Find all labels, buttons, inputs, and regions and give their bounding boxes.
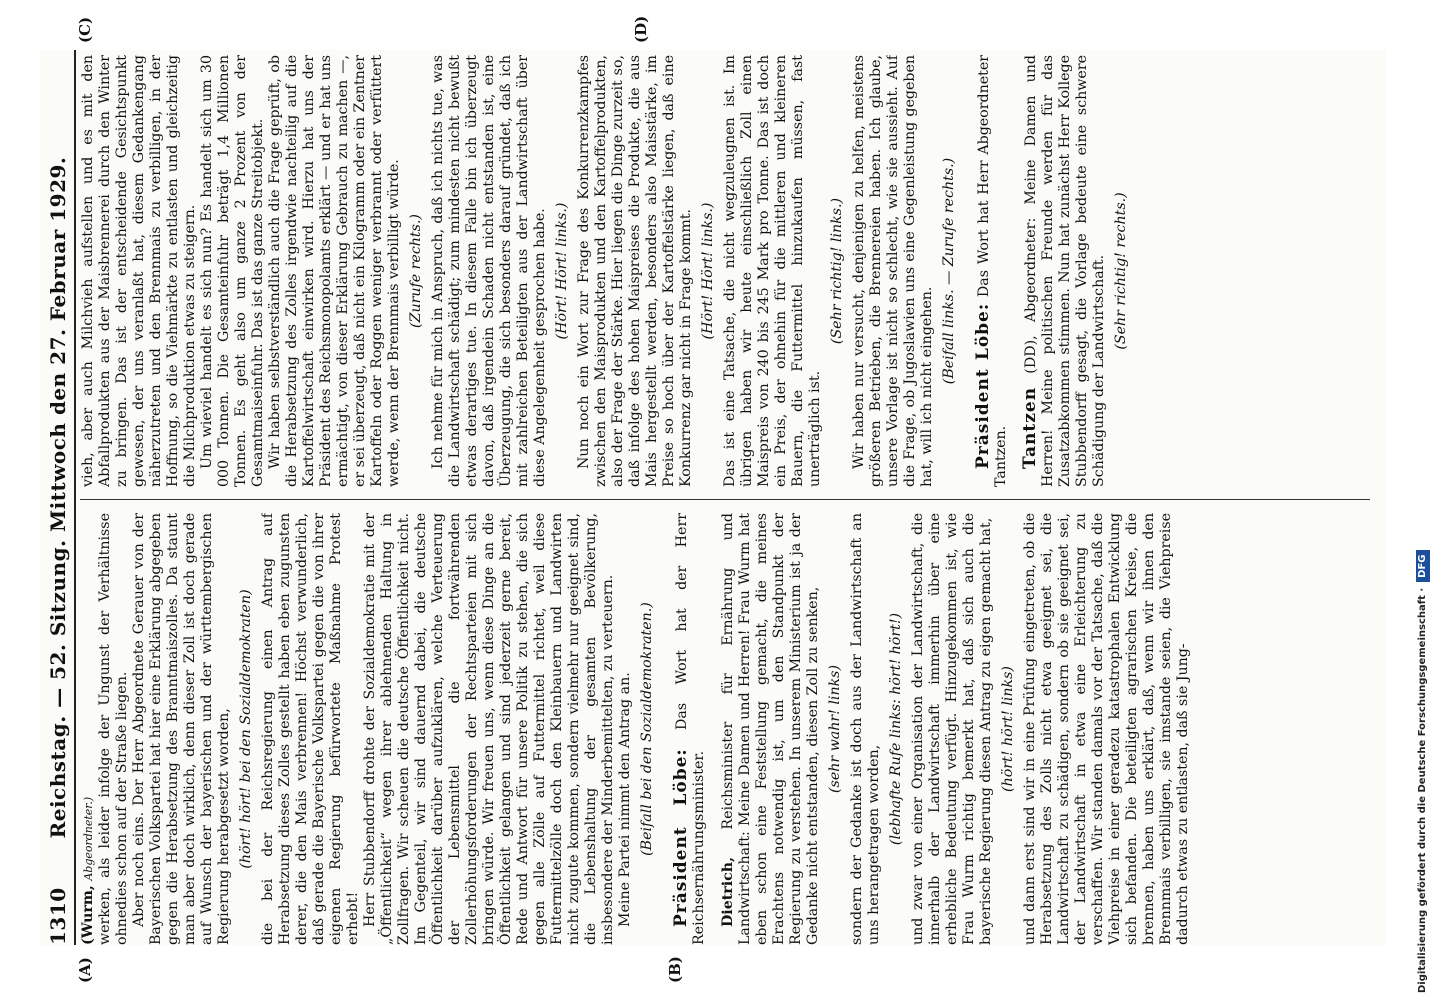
digitization-sidebar: [1412, 0, 1434, 1000]
speaker-heading: [720, 513, 822, 945]
interjection: (sehr wahr! links): [827, 665, 843, 793]
president-name: Präsident Löbe:: [671, 748, 691, 927]
dfg-logo: DFG: [1416, 551, 1430, 582]
paragraph: Aber noch eins. Der Herr Abgeordnete Gerauer von der Bayerischen Volkspartei hat hier eine Erklärung abgegeben gegen die Herabsetzung des Branntmaiszolles. Da staunt man aber doch wirklich, denn dieser Zoll ist doch gerade auf Wunsch der bayerischen und der württembergischen Regierung herabgesetzt worden,: [131, 513, 232, 945]
paragraph: Meine Damen und Herren! Frau Wurm hat eben schon eine Feststellung gemacht, die meines Erachtens notwendig ist, um den Standpunkt der Regierung zu verstehen. In unserem Ministerium ist ja der Gedanke nicht entstanden, diesen Zoll zu senken,: [737, 513, 821, 945]
speaker-name: (Wurm,: [80, 885, 96, 945]
paragraph: Um wieviel handelt es sich nun? Es handelt sich um 30 000 Tonnen. Die Gesamteinfuhr beträgt 1,4 Millionen Tonnen. Es geht also um ganze 2 Prozent von der Gesamtmaiseinfuhr. Das ist das ganze Streitobjekt.: [199, 55, 266, 487]
interjection: (Zurufe rechts.): [408, 214, 424, 328]
margin-letter-b: (B): [666, 956, 684, 983]
speaker-name: Dietrich,: [720, 856, 736, 927]
paragraph: Herr Stubbendorff drohte der Sozialdemokratie mit der „Öffentlichkeit“ wegen ihrer ablehnenden Haltung in Zollfragen. Wir scheuen die deutsche Öffentlichkeit nicht. Im Gegenteil, wir sind dauernd dabei, die deutsche Öffentlichkeit darüber aufzuklären, welche Verteuerung der Lebensmittel die fortwährenden Zollerhöhungsforderungen der Rechtsparteien mit sich bringen würde. Wir freuen uns, wenn diese Dinge an die Öffentlichkeit gelangen und sind jederzeit gerne bereit, Rede und Antwort für unsere Politik zu stehen, die sich gegen alle Zölle auf Futtermittel richtet, weil diese Futtermittelzölle doch den Kleinbauern und Landwirten nicht zugute kommen, sondern vielmehr nur geeignet sind, die Lebenshaltung der gesamten Bevölkerung, insbesondere der Minderbemittelten, zu verteuern.: [362, 513, 616, 945]
interjection: (Sehr richtig! links.): [829, 197, 845, 345]
interjection: (Hört! Hört! links.): [554, 202, 570, 340]
paragraph: Meine Partei nimmt den Antrag an.: [617, 672, 633, 927]
paragraph: vieh, aber auch Milchvieh aufstellen und es mit den Abfallprodukten aus der Maisbrennerei durch den Winter zu bringen. Das ist der entscheidende Gesichtspunkt gewesen, der uns veranlaßt hat, diesem Gedankengang näherzutreten und den Brennmais zu verbilligen, in der Hoffnung, so die Viehmärkte zu entlasten und gleichzeitig die Milchproduktion etwas zu steigern.: [80, 55, 198, 487]
paragraph: und zwar von einer Organisation der Landwirtschaft, die innerhalb der Landwirtschaft immerhin über eine erhebliche Bedeutung verfügt. Hinzugekommen ist, wie Frau Wurm richtig bemerkt hat, daß sich auch die bayerische Regierung diesen Antrag zu eigen gemacht hat,: [910, 513, 994, 945]
running-title: Reichstag. — 52. Sitzung. Mittwoch den 27. Februar 1929.: [46, 156, 70, 839]
paragraph: Das ist eine Tatsache, die nicht wegzuleugnen ist. Im übrigen haben wir heute einschließlich Zoll einen Maispreis von 240 bis 245 Mark pro Tonne. Das ist doch ein Preis, der ohnehin für die mittleren und kleineren Bauern, die Futtermittel hinzukaufen müssen, fast unerträglich ist.: [722, 55, 823, 487]
margin-letter-d: (D): [632, 15, 650, 43]
header-rule: [74, 50, 76, 945]
speaker-role: Abgeordneter.): [82, 796, 95, 881]
paragraph: Wir haben selbstverständlich auch die Frage geprüft, ob die Herabsetzung des Zolles irgendwie nachteilig auf die Kartoffelwirtschaft einwirken wird. Hierzu hat uns der Präsident des Reichsmonopolamts erklärt — und er hat uns ermächtigt, von dieser Erklärung Gebrauch zu machen —, er sei überzeugt, daß nicht ein Kilogramm oder ein Zentner Kartoffeln oder Roggen weniger verbrannt oder verfüttert werde, wenn der Brennmais verbilligt würde.: [267, 55, 402, 487]
page-header: [40, 50, 74, 945]
paragraph: und dann erst sind wir in eine Prüfung eingetreten, ob die Herabsetzung des Zolls nicht etwa geeignet sei, die Landwirtschaft zu schädigen, sondern ob sie geeignet sei, der Landwirtschaft in etwa eine Erleichterung zu verschaffen. Wir standen damals vor der Tatsache, daß die Viehpreise in einer geradezu katastrophalen Entwicklung sich befanden. Die beteiligten agrarischen Kreise, die brennen, haben uns erklärt, daß, wenn wir ihnen den Brennmais verbilligen, sie imstande seien, die Viehpreise dadurch etwas zu entlasten, daß sie Jung-: [1022, 513, 1191, 945]
rotated-page: [40, 15, 1385, 983]
paragraph: Meine Damen und Herren! Meine politischen Freunde werden für das Zusatzabkommen stimmen. Nun hat zunächst Herr Kollege Stubbendorff gesagt, die Vorlage bedeute eine schwere Schädigung der Landwirtschaft.: [1023, 55, 1107, 487]
paragraph: Wir haben nur versucht, denjenigen zu helfen, meistens größeren Betrieben, die Brennereien haben. Ich glaube, unsere Vorlage ist nicht so schlecht, wie sie aussieht. Auf die Frage, ob Jugoslawien uns eine Gegenleistung gegeben hat, will ich nicht eingehen.: [851, 55, 935, 487]
interjection: (lebhafte Rufe links: hört! hört!): [888, 612, 904, 846]
page-number: 1310: [46, 887, 70, 945]
paragraph: sondern der Gedanke ist doch aus der Landwirtschaft an uns herangetragen worden,: [849, 513, 882, 945]
left-column: [80, 513, 1380, 945]
president-text: Das Wort hat der Herr Reichsernährungsminister.: [674, 513, 707, 945]
president-name: Präsident Löbe:: [973, 302, 993, 469]
president-statement: [975, 55, 1010, 487]
spacer: [708, 513, 720, 945]
speaker-name: Tantzen: [1020, 386, 1040, 469]
interjection: (Sehr richtig! rechts.): [1113, 192, 1129, 350]
column-divider: [80, 499, 1370, 500]
interjection: (Hört! Hört! links.): [700, 202, 716, 340]
president-statement: [673, 513, 708, 945]
paragraph: die bei der Reichsregierung einen Antrag auf Herabsetzung dieses Zolles gestellt haben eben zugunsten derer, die den Mais verbrennen! Höchst verwunderlich, daß gerade die Bayerische Volkspartei gegen die von ihrer eigenen Regierung befürwortete Maßnahme Protest erhebt!: [260, 513, 361, 945]
speaker-heading: [1022, 55, 1108, 487]
interjection: (Beifall bei den Sozialdemokraten.): [639, 602, 655, 856]
speaker-role: Reichsminister für Ernährung und Landwirtschaft:: [720, 513, 753, 945]
president-text: Das Wort hat Herr Abgeordneter Tantzen.: [976, 55, 1009, 487]
speaker-heading: [80, 513, 97, 945]
interjection: (hört! hört! bei den Sozialdemokraten): [238, 589, 254, 869]
digitization-credit: [1412, 3, 1434, 993]
interjection: (Beifall links. — Zurufe rechts.): [941, 157, 957, 385]
paragraph: werken, als leider infolge der Ungunst der Verhältnisse ohnedies schon auf der Straße liegen.: [97, 513, 130, 945]
interjection: (hört! hört! links): [1000, 666, 1016, 792]
margin-letter-c: (C): [76, 16, 94, 43]
credit-text: Digitalisierung gefördert durch die Deutsche Forschungsgemeinschaft ·: [1417, 587, 1428, 993]
margin-letter-a: (A): [76, 957, 94, 983]
speaker-role: (DD), Abgeordneter:: [1023, 217, 1039, 374]
paragraph: Ich nehme für mich in Anspruch, daß ich nichts tue, was die Landwirtschaft schädigt; zum mindesten nicht bewußt etwas derartiges tue. In diesem Falle bin ich überzeugt davon, daß irgendein Schaden nicht entstanden ist, eine Überzeugung, die sich besonders darauf gründet, daß ich mit zahlreichen Beteiligten aus der Landwirtschaft über diese Angelegenheit gesprochen habe.: [430, 55, 548, 487]
right-column: [80, 55, 1380, 487]
paragraph: Nun noch ein Wort zur Frage des Konkurrenzkampfes zwischen den Maisprodukten und den Kartoffelprodukten, also der Frage der Stärke. Hier liegen die Dinge zurzeit so, daß infolge des hohen Maispreises die Produkte, die aus Mais hergestellt werden, besonders also Maisstärke, im Preise so hoch über der Kartoffelstärke liegen, daß eine Konkurrenz gar nicht in Frage kommt.: [576, 55, 694, 487]
